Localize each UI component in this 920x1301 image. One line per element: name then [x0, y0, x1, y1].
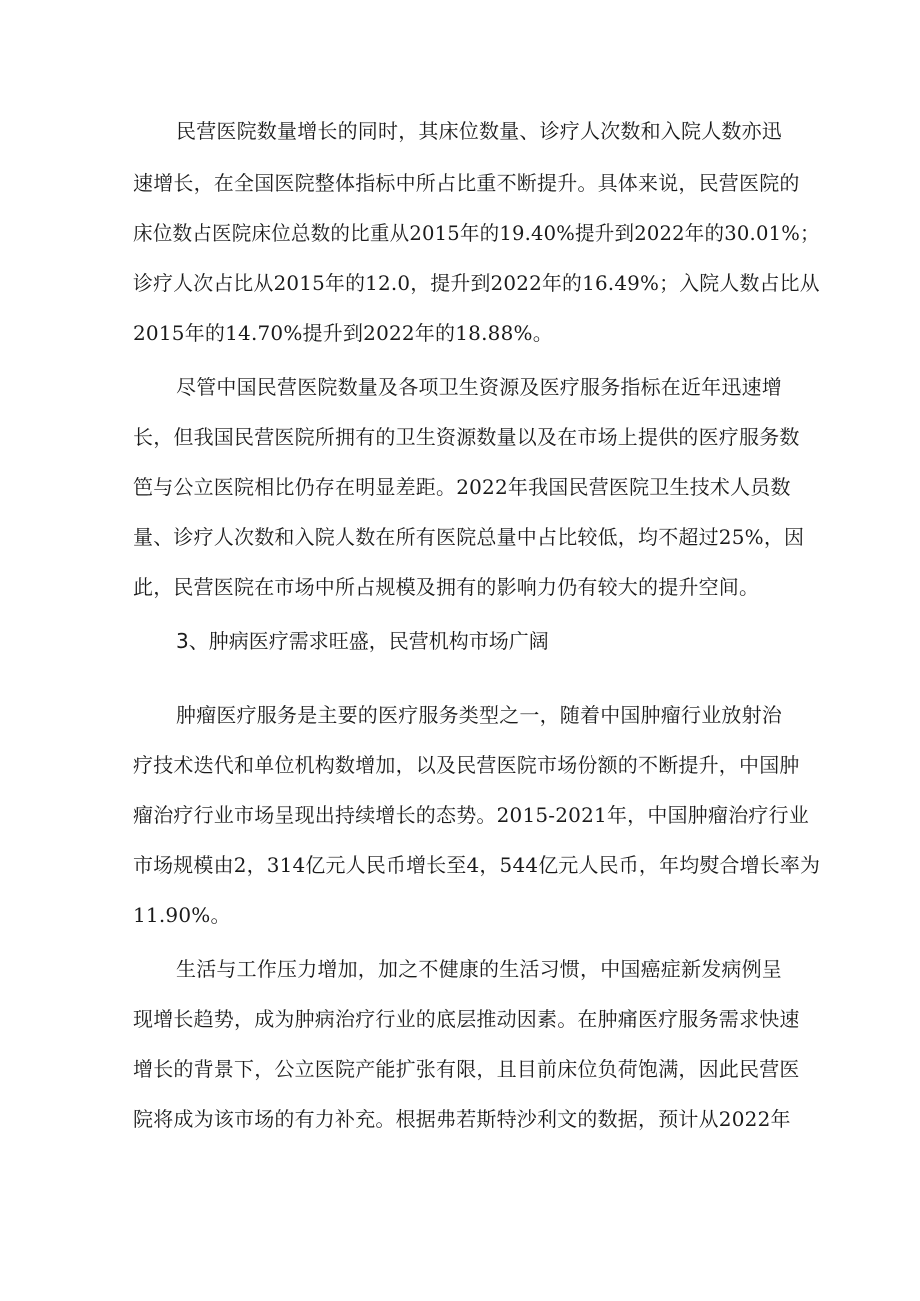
paragraph-2-line-5: 此，民营医院在市场中所占规模及拥有的影响力仍有较大的提升空间。	[133, 575, 760, 599]
paragraph-1-line-1: 民营医院数量增长的同时，其床位数量、诊疗人次数和入院人数亦迅	[176, 119, 782, 143]
paragraph-3-line-4: 市场规模由2，314亿元人民币增长至4，544亿元人民币，年均熨合增长率为	[133, 853, 821, 877]
paragraph-4-line-1: 生活与工作压力增加，加之不健康的生活习惯，中国癌症新发病例呈	[176, 957, 782, 981]
paragraph-3-line-5: 11.90%。	[133, 903, 231, 927]
paragraph-1-line-3: 床位数占医院床位总数的比重从2015年的19.40%提升到2022年的30.01%；	[133, 221, 820, 245]
paragraph-4-line-4: 院将成为该市场的有力补充。根据弗若斯特沙利文的数据，预计从2022年	[133, 1107, 791, 1131]
paragraph-1-line-5: 2015年的14.70%提升到2022年的18.88%。	[133, 321, 553, 345]
paragraph-2-line-4: 量、诊疗人次数和入院人数在所有医院总量中占比较低，均不超过25%，因	[133, 525, 805, 549]
section-heading: 3、肿病医疗需求旺盛，民营机构市场广阔	[176, 629, 549, 653]
paragraph-3-line-3: 瘤治疗行业市场呈现出持续增长的态势。2015-2021年，中国肿瘤治疗行业	[133, 803, 809, 827]
paragraph-1-line-2: 速增长，在全国医院整体指标中所占比重不断提升。具体来说，民营医院的	[133, 171, 800, 195]
paragraph-3-line-2: 疗技术迭代和单位机构数增加，以及民营医院市场份额的不断提升，中国肿	[133, 753, 800, 777]
paragraph-3-line-1: 肿瘤医疗服务是主要的医疗服务类型之一，随着中国肿瘤行业放射治	[176, 703, 782, 727]
paragraph-2-line-1: 尽管中国民营医院数量及各项卫生资源及医疗服务指标在近年迅速增	[176, 375, 782, 399]
paragraph-4-line-2: 现增长趋势，成为肿病治疗行业的底层推动因素。在肿痛医疗服务需求快速	[133, 1007, 800, 1031]
paragraph-4-line-3: 增长的背景下，公立医院产能扩张有限，且目前床位负荷饱满，因此民营医	[133, 1057, 800, 1081]
paragraph-2-line-3: 笆与公立医院相比仍存在明显差距。2022年我国民营医院卫生技术人员数	[133, 475, 791, 499]
paragraph-2-line-2: 长，但我国民营医院所拥有的卫生资源数量以及在市场上提供的医疗服务数	[133, 425, 800, 449]
paragraph-1-line-4: 诊疗人次占比从2015年的12.0，提升到2022年的16.49%；入院人数占比从	[133, 271, 820, 295]
